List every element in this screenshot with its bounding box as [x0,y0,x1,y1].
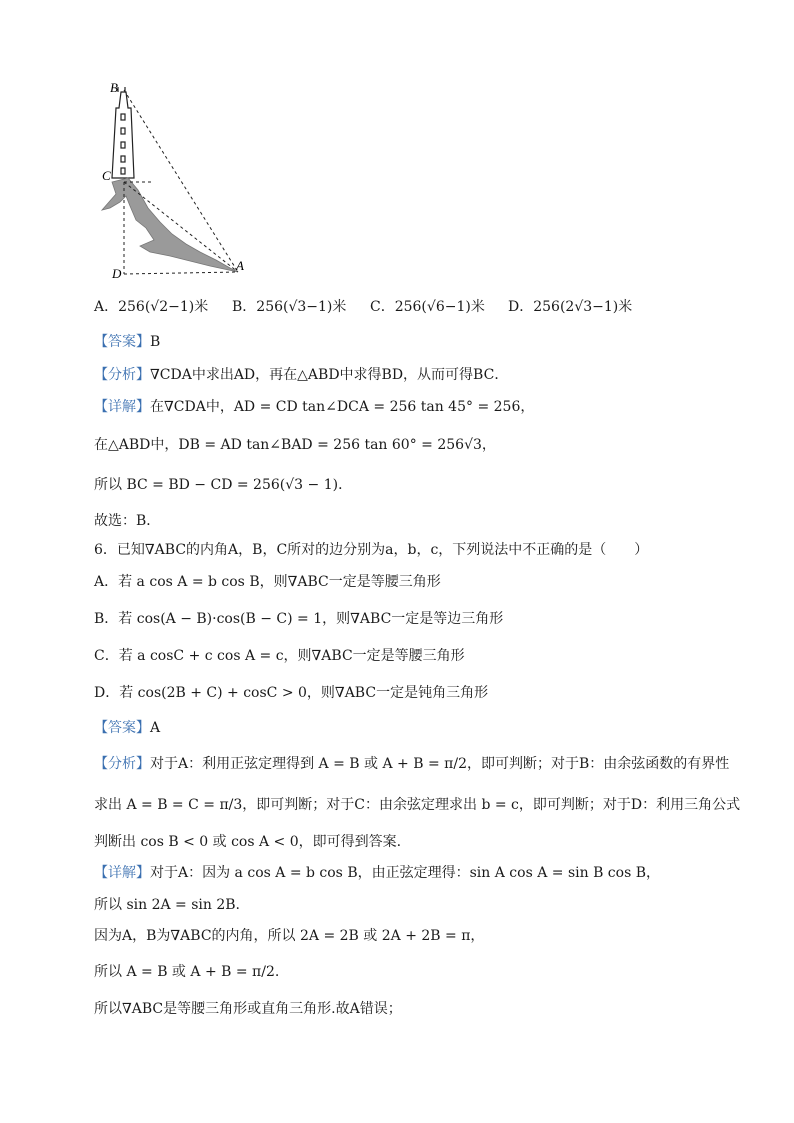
analysis-text: ∇CDA中求出AD，再在△ABD中求得BD，从而可得BC． [150,367,509,383]
label-b: B [110,80,118,95]
analysis-text: 对于A：利用正弦定理得到 A = B 或 A + B = π/2，即可判断；对于B：由余弦函数的有界性 [150,756,730,772]
label-a: A [236,258,244,273]
q5-option-b: B．256(√3−1)米 [232,299,347,315]
detail-text: 对于A：因为 a cos A = b cos B，由正弦定理得：sin A cos A = sin B cos B， [150,865,661,881]
q5-option-c: C．256(√6−1)米 [370,299,485,315]
q6-option-c: C．若 a cosC + c cos A = c，则∇ABC一定是等腰三角形 [94,648,465,664]
detail-text: 在∇CDA中，AD = CD tan∠DCA = 256 tan 45° = 256， [150,399,535,415]
q5-detail-3: 所以 BC = BD − CD = 256(√3 − 1)． [94,477,353,493]
label-d: D [112,266,122,278]
q5-option-d: D．256(2√3−1)米 [508,299,633,315]
q5-conclusion: 故选：B． [94,513,161,529]
label-c: C [102,168,111,183]
analysis-tag: 【分析】 [94,367,150,383]
q6-detail-1 [94,864,660,882]
q6-detail-5: 所以∇ABC是等腰三角形或直角三角形.故A错误； [94,1001,402,1017]
q5-detail-2: 在△ABD中，DB = AD tan∠BAD = 256 tan 60° = 256√3， [94,437,496,453]
q6-analysis-1 [94,755,729,773]
q6-analysis-2: 求出 A = B = C = π/3，即可判断；对于C：由余弦定理求出 b = c，即可判断；对于D：利用三角公式 [94,797,741,813]
analysis-tag: 【分析】 [94,756,150,772]
q6-answer [94,719,160,737]
answer-value: B [150,334,161,350]
q5-answer [94,333,160,351]
detail-tag: 【详解】 [94,399,150,415]
q6-stem: 6．已知∇ABC的内角A，B，C所对的边分别为a，b，c，下列说法中不正确的是（ ） [94,542,649,558]
q5-detail-1 [94,398,534,416]
answer-tag: 【答案】 [94,334,150,350]
q6-detail-3: 因为A，B为∇ABC的内角，所以 2A = 2B 或 2A + 2B = π， [94,928,485,944]
q5-option-a: A．256(√2−1)米 [94,299,209,315]
answer-tag: 【答案】 [94,720,150,736]
tower-figure [90,78,270,278]
answer-value: A [150,720,161,736]
q5-analysis [94,366,508,384]
q6-option-a: A．若 a cos A = b cos B，则∇ABC一定是等腰三角形 [94,574,441,590]
q6-option-d: D．若 cos(2B + C) + cosC > 0，则∇ABC一定是钝角三角形 [94,685,489,701]
hill [102,178,238,272]
detail-tag: 【详解】 [94,865,150,881]
q6-detail-4: 所以 A = B 或 A + B = π/2. [94,964,280,980]
q6-detail-2: 所以 sin 2A = sin 2B. [94,897,241,913]
q6-analysis-3: 判断出 cos B < 0 或 cos A < 0，即可得到答案. [94,834,402,850]
q6-option-b: B．若 cos(A − B)·cos(B − C) = 1，则∇ABC一定是等边三角形 [94,611,504,627]
